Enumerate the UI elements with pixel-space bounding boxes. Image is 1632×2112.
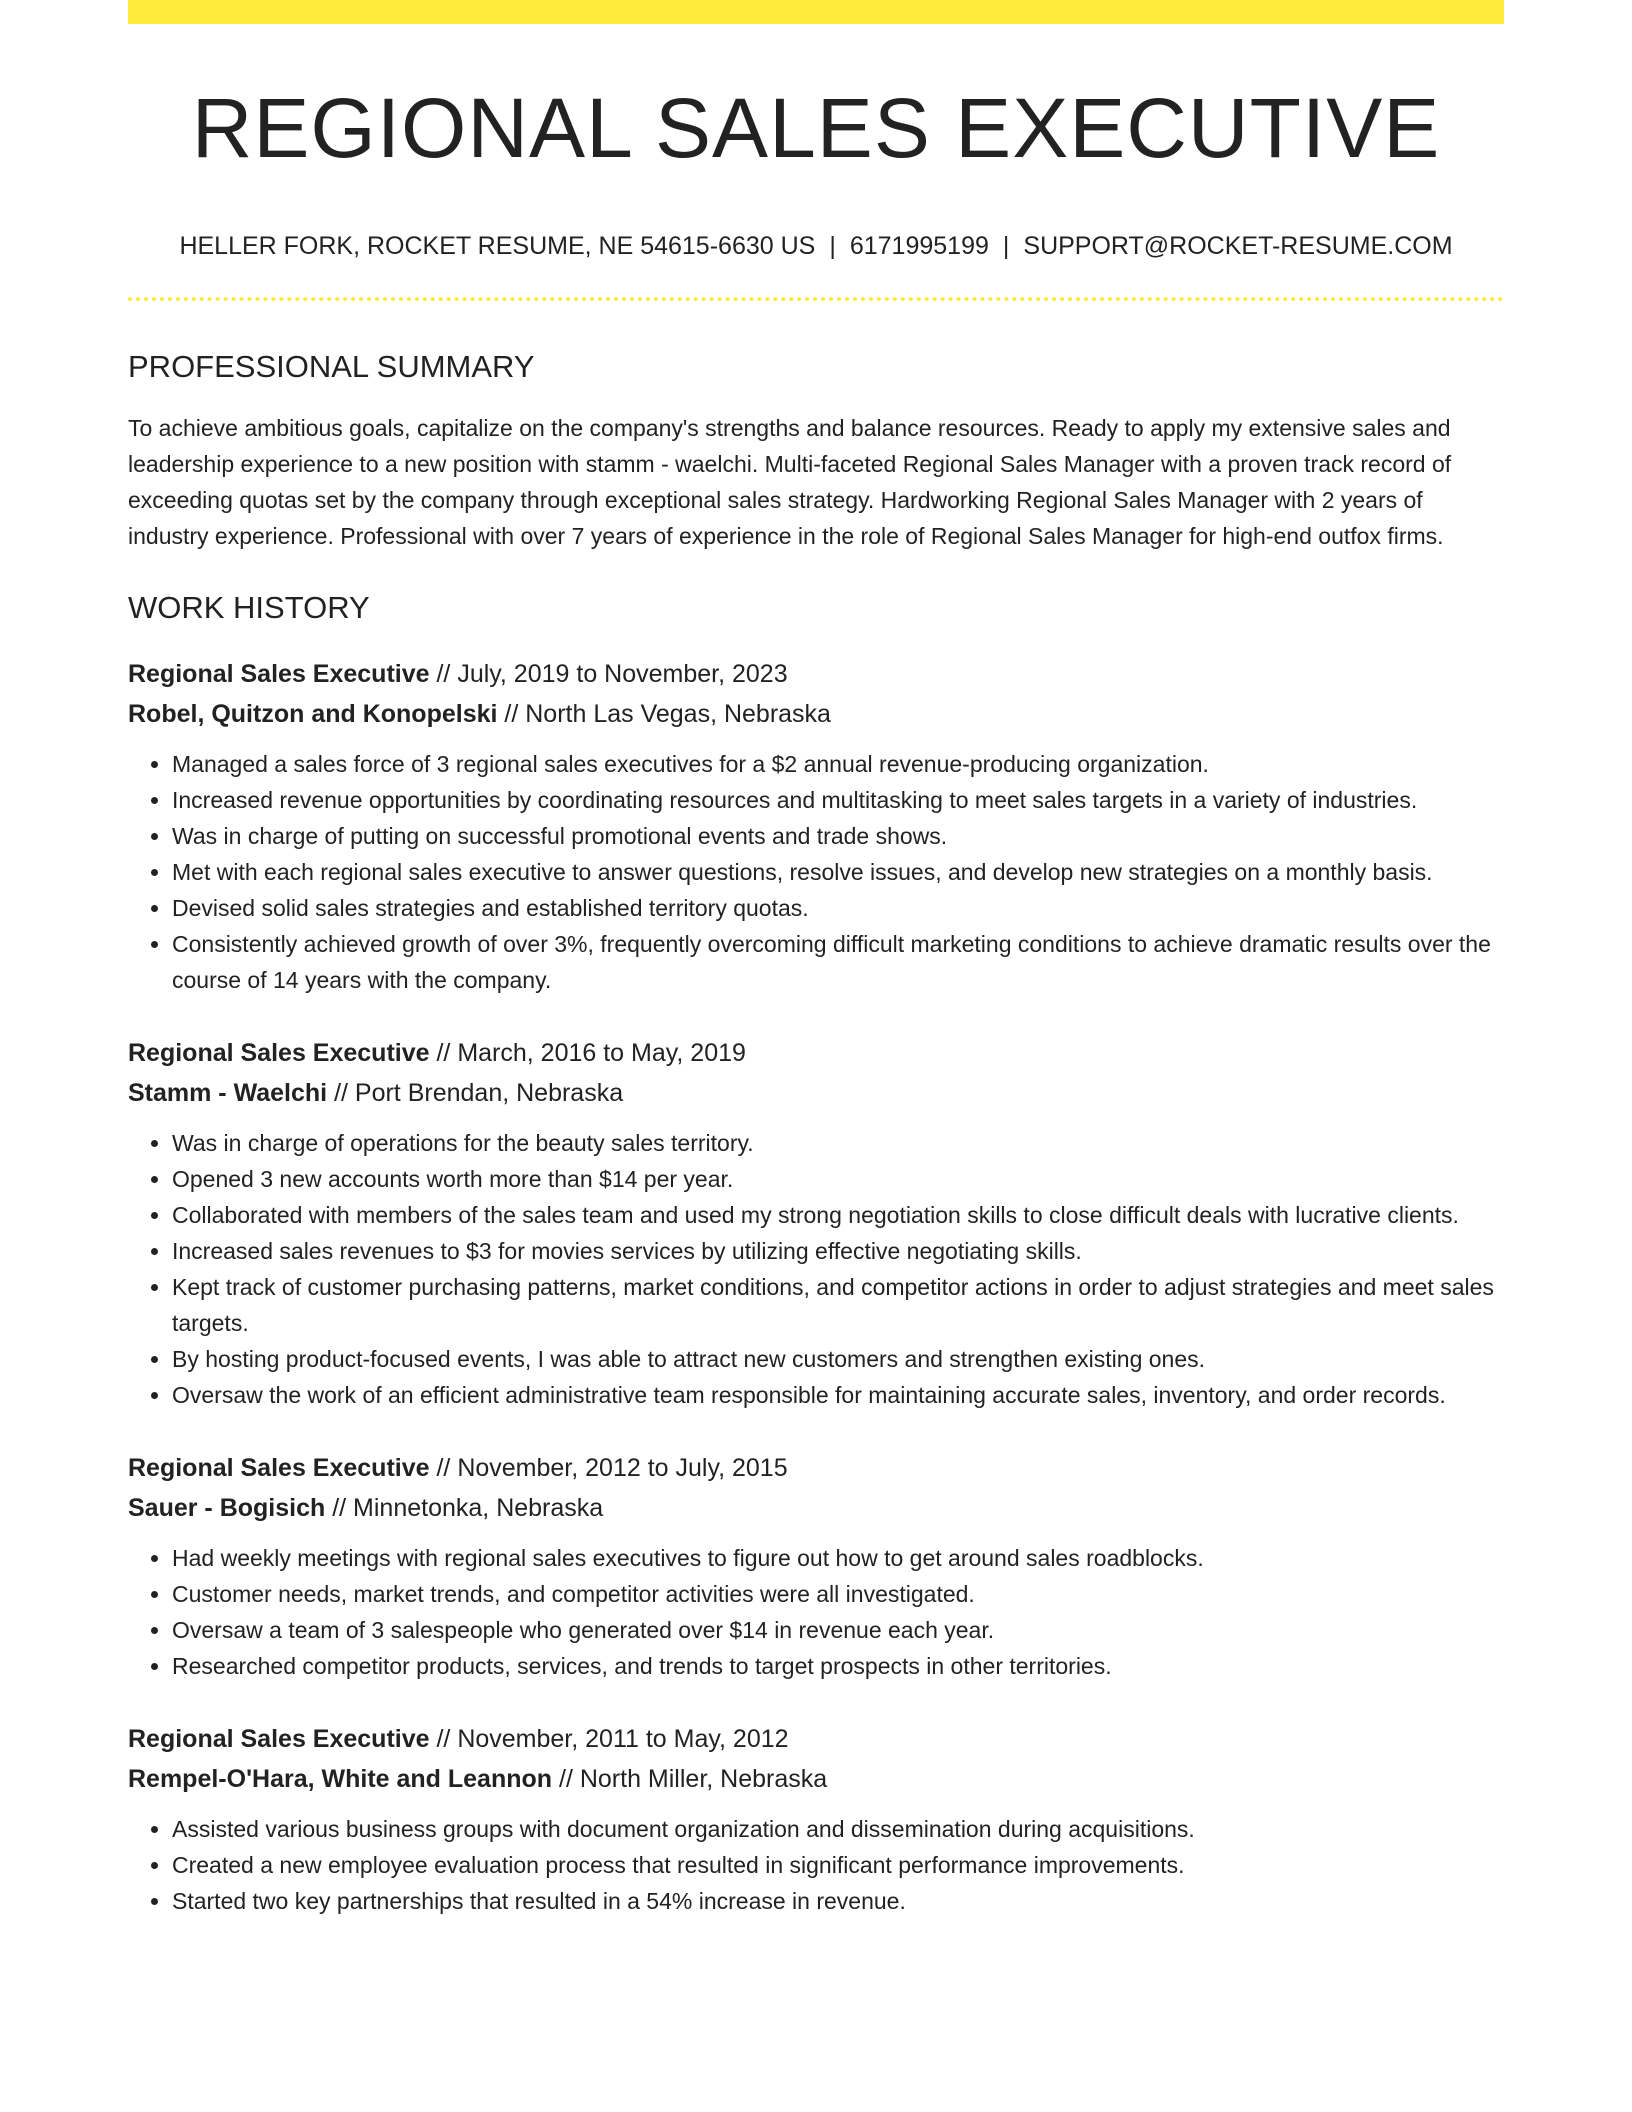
- job-title-line: [128, 654, 1504, 694]
- job-company-line: [128, 1073, 1504, 1113]
- work-history-heading: WORK HISTORY: [128, 590, 370, 625]
- job-bullet: • Researched competitor products, services, and trends to target prospects in other territories.: [172, 1648, 1504, 1684]
- job-company: Robel, Quitzon and Konopelski: [128, 700, 498, 728]
- job-location: // North Miller, Nebraska: [552, 1765, 828, 1793]
- job-location: // Minnetonka, Nebraska: [325, 1494, 604, 1522]
- job-entry: [128, 1448, 1504, 1684]
- job-bullet-list: [128, 746, 1504, 998]
- job-company-line: [128, 694, 1504, 734]
- job-location: // Port Brendan, Nebraska: [327, 1079, 624, 1107]
- accent-top-bar: [128, 0, 1504, 24]
- job-dates: // November, 2011 to May, 2012: [429, 1725, 789, 1753]
- job-title: Regional Sales Executive: [128, 1725, 430, 1753]
- job-bullet: • Had weekly meetings with regional sales executives to figure out how to get around sales roadblocks.: [172, 1540, 1504, 1576]
- job-title-line: [128, 1448, 1504, 1488]
- job-bullet: • Kept track of customer purchasing patterns, market conditions, and competitor actions in order to adjust strategies and meet sales targets.: [172, 1269, 1504, 1341]
- contact-line: [128, 234, 1504, 259]
- job-company-line: [128, 1759, 1504, 1799]
- job-bullet-list: [128, 1125, 1504, 1413]
- job-title-line: [128, 1719, 1504, 1759]
- job-bullet-list: [128, 1540, 1504, 1684]
- job-title-line: [128, 1033, 1504, 1073]
- job-dates: // March, 2016 to May, 2019: [429, 1039, 746, 1067]
- contact-phone: 6171995199: [849, 232, 989, 260]
- job-list: [128, 654, 1504, 1919]
- contact-address: HELLER FORK, ROCKET RESUME, NE 54615-6630 US: [179, 232, 816, 260]
- job-bullet: • Assisted various business groups with document organization and dissemination during acquisitions.: [172, 1811, 1504, 1847]
- job-dates: // November, 2012 to July, 2015: [429, 1454, 788, 1482]
- job-bullet: • Customer needs, market trends, and competitor activities were all investigated.: [172, 1576, 1504, 1612]
- dotted-divider: [128, 297, 1504, 301]
- job-bullet: • Opened 3 new accounts worth more than $14 per year.: [172, 1161, 1504, 1197]
- job-dates: // July, 2019 to November, 2023: [429, 660, 788, 688]
- contact-email: SUPPORT@ROCKET-RESUME.COM: [1023, 232, 1453, 260]
- resume-name: REGIONAL SALES EXECUTIVE: [191, 81, 1441, 175]
- job-entry: [128, 1033, 1504, 1413]
- job-bullet: • Oversaw the work of an efficient administrative team responsible for maintaining accurate sales, inventory, and order records.: [172, 1377, 1504, 1413]
- job-bullet: • Was in charge of operations for the beauty sales territory.: [172, 1125, 1504, 1161]
- contact-separator: |: [1002, 232, 1010, 260]
- job-bullet: • Increased sales revenues to $3 for movies services by utilizing effective negotiating skills.: [172, 1233, 1504, 1269]
- job-title: Regional Sales Executive: [128, 1454, 430, 1482]
- job-company: Rempel-O'Hara, White and Leannon: [128, 1765, 553, 1793]
- job-bullet: • Started two key partnerships that resulted in a 54% increase in revenue.: [172, 1883, 1504, 1919]
- job-bullet: • Managed a sales force of 3 regional sales executives for a $2 annual revenue-producing organization.: [172, 746, 1504, 782]
- job-bullet: • Met with each regional sales executive to answer questions, resolve issues, and develop new strategies on a monthly basis.: [172, 854, 1504, 890]
- job-bullet: • Devised solid sales strategies and established territory quotas.: [172, 890, 1504, 926]
- job-location: // North Las Vegas, Nebraska: [497, 700, 831, 728]
- job-entry: [128, 1719, 1504, 1919]
- job-bullet: • Created a new employee evaluation process that resulted in significant performance improvements.: [172, 1847, 1504, 1883]
- job-bullet: • Increased revenue opportunities by coordinating resources and multitasking to meet sales targets in a variety of industries.: [172, 782, 1504, 818]
- contact-separator: |: [829, 232, 836, 260]
- job-company: Sauer - Bogisich: [128, 1494, 326, 1522]
- job-bullet: • By hosting product-focused events, I was able to attract new customers and strengthen existing ones.: [172, 1341, 1504, 1377]
- job-company-line: [128, 1488, 1504, 1528]
- job-bullet: • Collaborated with members of the sales team and used my strong negotiation skills to close difficult deals with lucrative clients.: [172, 1197, 1504, 1233]
- job-bullet: • Was in charge of putting on successful promotional events and trade shows.: [172, 818, 1504, 854]
- job-title: Regional Sales Executive: [128, 660, 430, 688]
- resume-page: [128, 0, 1504, 1919]
- job-entry: [128, 654, 1504, 998]
- job-company: Stamm - Waelchi: [128, 1079, 328, 1107]
- job-title: Regional Sales Executive: [128, 1039, 430, 1067]
- job-bullet: • Oversaw a team of 3 salespeople who generated over $14 in revenue each year.: [172, 1612, 1504, 1648]
- summary-text: To achieve ambitious goals, capitalize on the company's strengths and balance resources. Ready to apply my extensive sales and leadership experience to a new position with stamm - waelchi. Multi-faceted Regional Sales Manager with a proven track record of exceeding quotas set by the company through exceptional sales strategy. Hardworking Regional Sales Manager with 2 years of industry experience. Professional with over 7 years of experience in the role of Regional Sales Manager for high-end outfox firms.: [128, 415, 1452, 549]
- job-bullet: • Consistently achieved growth of over 3%, frequently overcoming difficult marketing conditions to achieve dramatic results over the course of 14 years with the company.: [172, 926, 1504, 998]
- job-bullet-list: [128, 1811, 1504, 1919]
- summary-heading: PROFESSIONAL SUMMARY: [128, 349, 535, 384]
